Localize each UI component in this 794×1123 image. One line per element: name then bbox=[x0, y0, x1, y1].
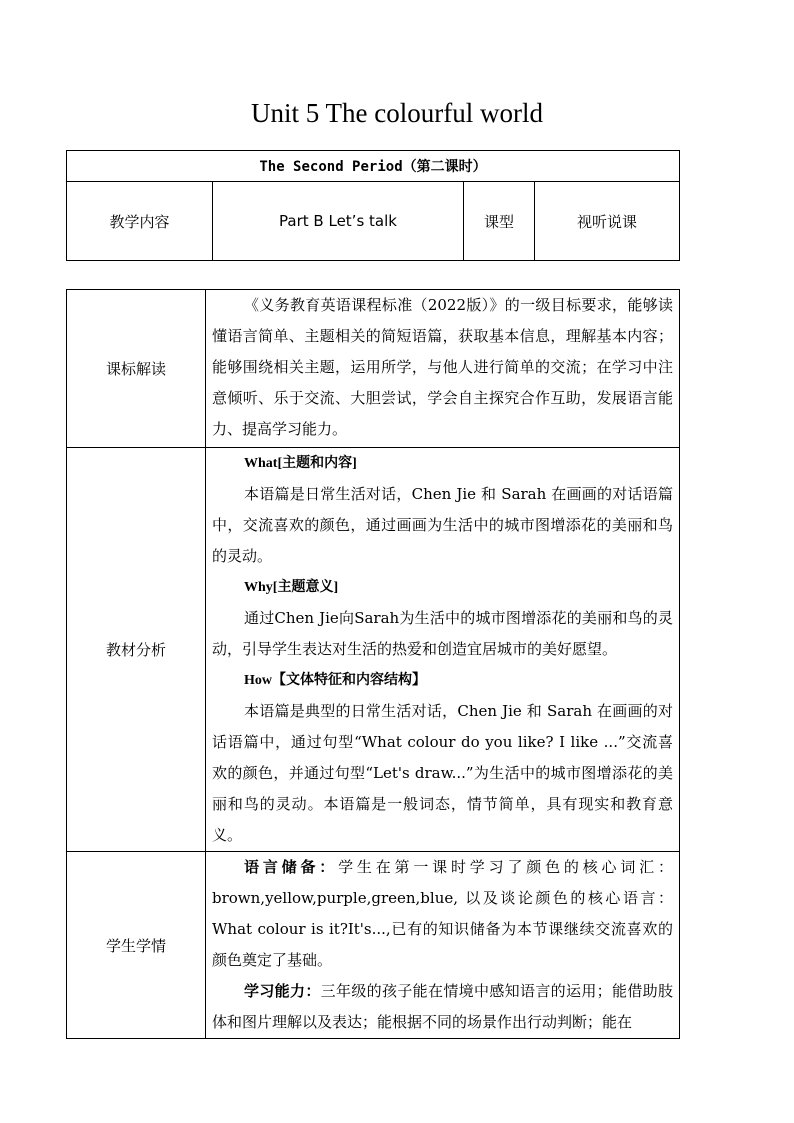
students-label: 学生学情 bbox=[67, 852, 206, 1039]
type-value-cell: 视听说课 bbox=[535, 182, 680, 261]
material-content bbox=[206, 448, 680, 852]
analysis-table bbox=[66, 289, 680, 1039]
period-cell: The Second Period（第二课时） bbox=[67, 151, 680, 182]
what-text: 本语篇是日常生活对话，Chen Jie 和 Sarah 在画画的对话语篇中，交流喜欢的颜色，通过画画为生活中的城市图增添花的美丽和鸟的灵动。 bbox=[212, 485, 673, 565]
why-heading: Why[主题意义] bbox=[244, 580, 339, 595]
standard-text: 《义务教育英语课程标准（2022版）》的一级目标要求，能够读懂语言简单、主题相关的简短语篇，获取基本信息，理解基本内容；能够围绕相关主题，运用所学，与他人进行简单的交流；在学习中注意倾听、乐于交流、大胆尝试，学会自主探究合作互助，发展语言能力、提高学习能力。 bbox=[212, 296, 673, 438]
standard-label: 课标解读 bbox=[67, 290, 206, 448]
lesson-header-table bbox=[66, 150, 680, 261]
document-title: Unit 5 The colourful world bbox=[251, 98, 543, 128]
standard-content bbox=[206, 290, 680, 448]
material-row bbox=[67, 448, 680, 852]
type-label-cell: 课型 bbox=[464, 182, 535, 261]
what-heading: What[主题和内容] bbox=[244, 456, 357, 471]
material-label: 教材分析 bbox=[67, 448, 206, 852]
students-row bbox=[67, 852, 680, 1039]
content-value-cell: Part B Let’s talk bbox=[213, 182, 464, 261]
content-label-cell: 教学内容 bbox=[67, 182, 213, 261]
standard-row bbox=[67, 290, 680, 448]
how-heading: How【文体特征和内容结构】 bbox=[244, 673, 426, 688]
why-text: 通过Chen Jie向Sarah为生活中的城市图增添花的美丽和鸟的灵动，引导学生表达对生活的热爱和创造宜居城市的美好愿望。 bbox=[212, 609, 673, 658]
language-reserve-text: 学生在第一课时学习了颜色的核心词汇：brown,yellow,purple,green,blue, 以及谈论颜色的核心语言：What colour is it?It's...,已有的知识储备为本节课继续交流喜欢的颜色奠定了基础。 bbox=[212, 858, 673, 969]
students-content bbox=[206, 852, 680, 1039]
learning-ability-text: 三年级的孩子能在情境中感知语言的运用；能借助肢体和图片理解以及表达；能根据不同的场景作出行动判断；能在 bbox=[212, 982, 673, 1031]
language-reserve-heading: 语言储备： bbox=[244, 858, 339, 876]
how-text: 本语篇是典型的日常生活对话，Chen Jie 和 Sarah 在画画的对话语篇中，通过句型“What colour do you like? I like ...”交流喜欢的颜色，并通过句型“Let's draw...”为生活中的城市图增添花的美丽和鸟的灵动。本语篇是一般词态，情节简单，具有现实和教育意义。 bbox=[212, 702, 673, 844]
learning-ability-heading: 学习能力： bbox=[244, 982, 321, 1000]
